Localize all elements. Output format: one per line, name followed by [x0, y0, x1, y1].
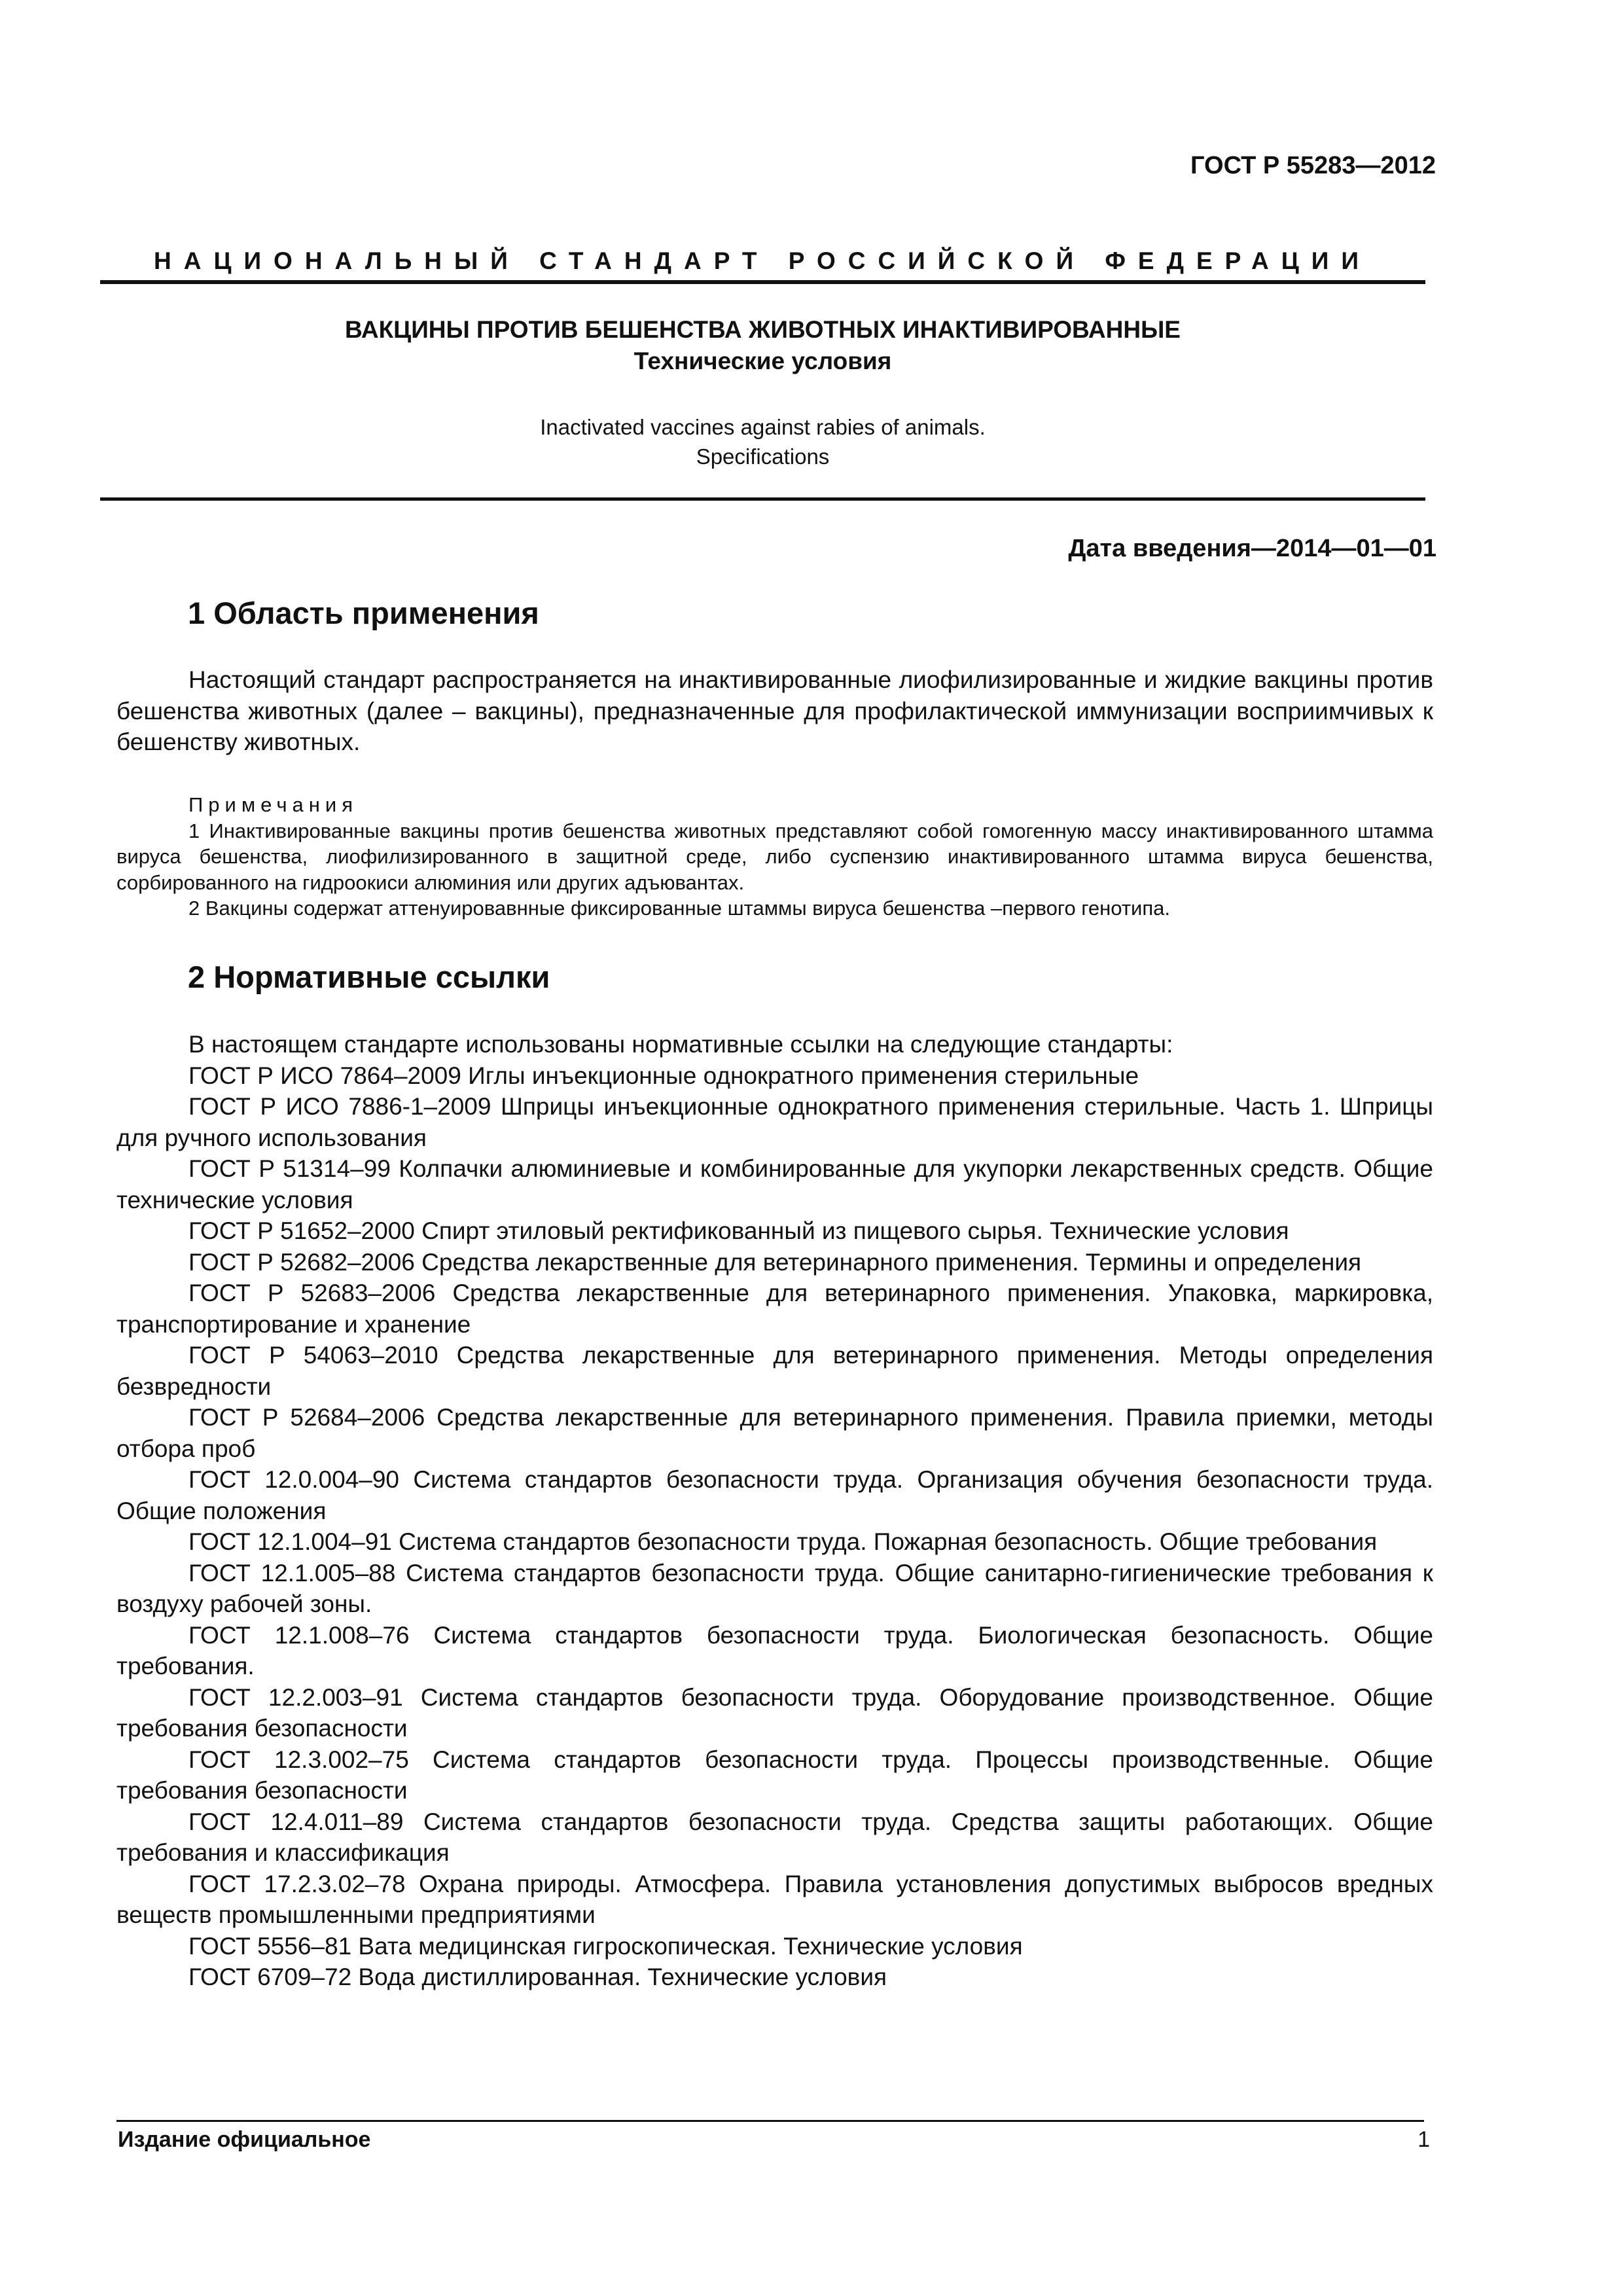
section1-heading: 1 Область применения [188, 596, 539, 630]
reference-item: ГОСТ Р 52684–2006 Средства лекарственные для ветеринарного применения. Правила приемки, методы отбора проб [116, 1404, 1433, 1462]
reference-item: ГОСТ 17.2.3.02–78 Охрана природы. Атмосфера. Правила установления допустимых выбросов вредных веществ промышленными предприятиями [116, 1870, 1433, 1928]
header-rule [100, 280, 1425, 284]
reference-item: ГОСТ Р ИСО 7886-1–2009 Шприцы инъекционные однократного применения стерильные. Часть 1. Шприцы для ручного использования [116, 1093, 1433, 1151]
reference-item: ГОСТ 5556–81 Вата медицинская гигроскопическая. Технические условия [188, 1932, 1023, 1960]
reference-item: ГОСТ 12.3.002–75 Система стандартов безопасности труда. Процессы производственные. Общие требования безопасности [116, 1746, 1433, 1804]
reference-item: ГОСТ Р 54063–2010 Средства лекарственные для ветеринарного применения. Методы определения безвредности [116, 1342, 1433, 1400]
national-standard-banner: НАЦИОНАЛЬНЫЙ СТАНДАРТ РОССИЙСКОЙ ФЕДЕРАЦИИ [154, 247, 1371, 274]
reference-item: ГОСТ Р 51652–2000 Спирт этиловый ректификованный из пищевого сырья. Технические условия [188, 1217, 1289, 1244]
reference-item: ГОСТ Р 52683–2006 Средства лекарственные для ветеринарного применения. Упаковка, маркировка, транспортирование и хранение [116, 1280, 1433, 1338]
note-1: 1 Инактивированные вакцины против бешенства животных представляют собой гомогенную массу инактивированного штамма вируса бешенства, лиофилизированного в защитной среде, либо суспензию инактивированного штамма вируса бешенства, сорбированного на гидроокиси алюминия или других адъювантах. [116, 819, 1433, 894]
edition-label: Издание официальное [118, 2127, 371, 2152]
reference-item: ГОСТ 12.2.003–91 Система стандартов безопасности труда. Оборудование производственное. Общие требования безопасности [116, 1683, 1433, 1742]
reference-item: ГОСТ 12.4.011–89 Система стандартов безопасности труда. Средства защиты работающих. Общие требования и классификация [116, 1808, 1433, 1866]
title-en-main: Inactivated vaccines against rabies of animals. [540, 415, 986, 439]
gost-number: ГОСТ Р 55283—2012 [1190, 152, 1436, 179]
reference-item: ГОСТ 6709–72 Вода дистиллированная. Технические условия [188, 1964, 887, 1990]
reference-item: ГОСТ 12.1.008–76 Система стандартов безопасности труда. Биологическая безопасность. Общие требования. [116, 1621, 1433, 1679]
title-en-sub: Specifications [696, 444, 830, 469]
intro-date: Дата введения—2014—01—01 [1068, 535, 1436, 562]
section2-heading: 2 Нормативные ссылки [188, 960, 550, 994]
section1-body [116, 664, 1433, 758]
title-ru-main: ВАКЦИНЫ ПРОТИВ БЕШЕНСТВА ЖИВОТНЫХ ИНАКТИВИРОВАННЫЕ [345, 316, 1181, 343]
section1-notes [116, 792, 1433, 922]
title-ru-sub: Технические условия [633, 348, 892, 374]
note-2: 2 Вакцины содержат аттенуировавнные фиксированные штаммы вируса бешенства –первого генотипа. [188, 897, 1171, 920]
reference-item: ГОСТ Р 52682–2006 Средства лекарственные для ветеринарного применения. Термины и определения [188, 1248, 1362, 1276]
section2-body [116, 1029, 1433, 1993]
section1-paragraph: Настоящий стандарт распространяется на инактивированные лиофилизированные и жидкие вакцины против бешенства животных (далее – вакцины), предназначенные для профилактической иммунизации восприимчивых к бешенству животных. [116, 666, 1433, 755]
reference-item: ГОСТ 12.1.004–91 Система стандартов безопасности труда. Пожарная безопасность. Общие требования [188, 1528, 1378, 1555]
reference-item: ГОСТ Р 51314–99 Колпачки алюминиевые и комбинированные для укупорки лекарственных средств. Общие технические условия [116, 1155, 1433, 1213]
notes-label: Примечания [188, 793, 358, 816]
footer-rule [116, 2120, 1424, 2122]
title-en-block [100, 412, 1425, 471]
section2-intro: В настоящем стандарте использованы нормативные ссылки на следующие стандарты: [188, 1031, 1173, 1058]
reference-item: ГОСТ 12.0.004–90 Система стандартов безопасности труда. Организация обучения безопасности труда. Общие положения [116, 1466, 1433, 1524]
reference-item: ГОСТ 12.1.005–88 Система стандартов безопасности труда. Общие санитарно-гигиенические требования к воздуху рабочей зоны. [116, 1559, 1433, 1617]
reference-item: ГОСТ Р ИСО 7864–2009 Иглы инъекционные однократного применения стерильные [188, 1062, 1139, 1089]
title-block [100, 314, 1425, 377]
title-rule [100, 497, 1425, 501]
page-number: 1 [1418, 2127, 1430, 2152]
